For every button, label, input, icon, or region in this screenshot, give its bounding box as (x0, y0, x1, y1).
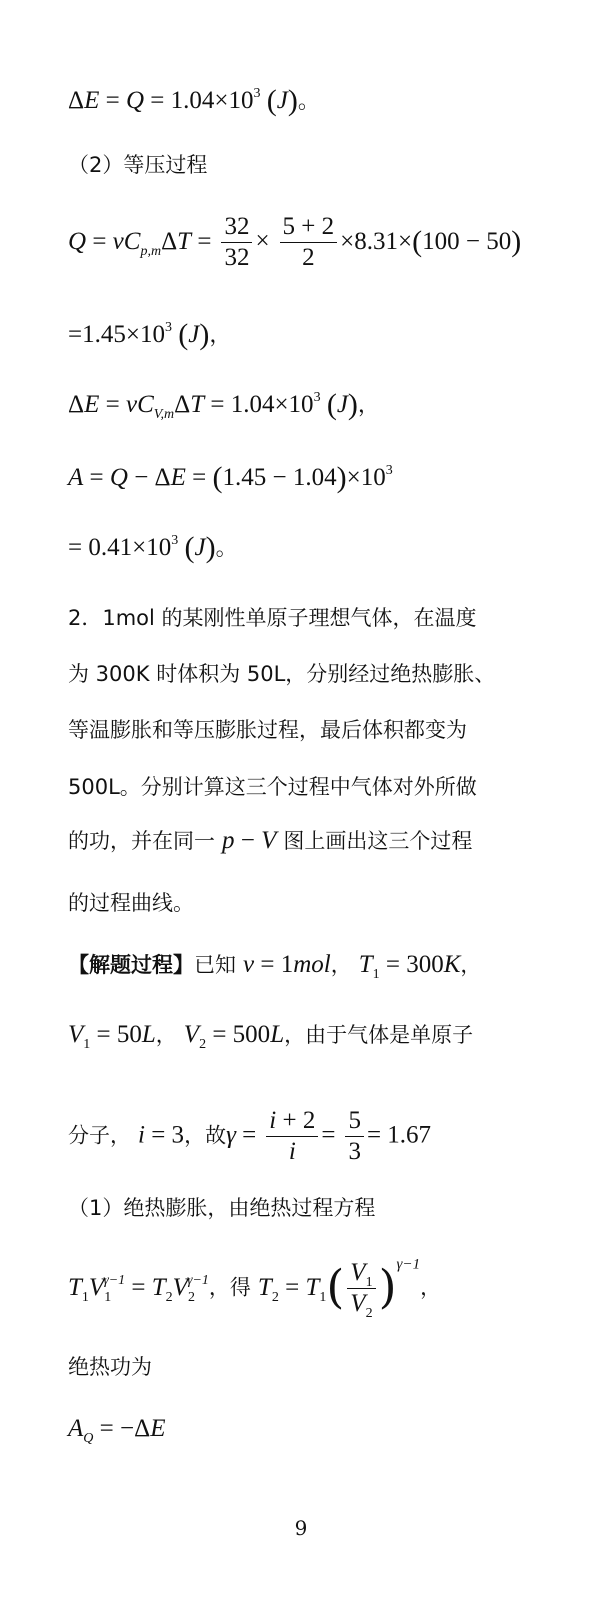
problem2-line-4: 500L。分别计算这三个过程中气体对外所做 (68, 775, 477, 799)
adiabatic-heading: （1）绝热膨胀，由绝热过程方程 (68, 1196, 376, 1220)
page-number: 9 (294, 1516, 308, 1540)
eq-q-result: $=1.45\times 10^3$ (J)， (68, 318, 232, 351)
problem2-line-3: 等温膨胀和等压膨胀过程，最后体积都变为 (68, 718, 467, 742)
fraction-32-32: $\frac{32}{32}$ (221, 212, 252, 273)
eq-adiabatic-work: $A_Q = -\Delta E$ (68, 1415, 166, 1446)
fraction-v1-over-v2: $\frac{V_1}{V_2}$ (347, 1258, 375, 1319)
eq-q-isobaric: $Q = \nu C_{p,m}\Delta T$ = $\frac{32}{32}$ × $\frac{5 + 2}{2}$ ×8.31×(100 − 50) (68, 213, 522, 271)
fraction-5-over-3: $\frac{5}{3}$ (345, 1106, 364, 1167)
fraction-i-plus-2-over-i: $\frac{i + 2}{i}$ (266, 1106, 318, 1167)
eq-adiabatic-process: $T_1V_1^{\gamma-1} = T_2V_2^{\gamma-1}$，得 $T_2 = T_1$( $\frac{V_1}{V_2}$ )$^{\gamma-1}$， (68, 1256, 442, 1321)
problem2-line-5: 的功，并在同一 p − V 图上画出这三个过程 (68, 827, 473, 854)
eq-delta-e-q: $\Delta E = Q = 1.04\times 10^3$ (J)。 (68, 84, 320, 117)
eq-work-result: = $0.41\times 10^3$ (J)。 (68, 531, 238, 564)
adiabatic-work-label: 绝热功为 (68, 1355, 152, 1379)
eq-delta-e-isobaric: $\Delta E = \nu C_{V,m}\Delta T = 1.04\times 10^3$ (J)， (68, 388, 380, 422)
solution-known-line: 【解题过程】已知 ν = 1mol， $T_1 = 300K$， (68, 951, 482, 982)
problem2-line-1: 2．1mol 的某刚性单原子理想气体，在温度 (68, 606, 477, 630)
fraction-5-plus-2-over-2: $\frac{5 + 2}{2}$ (280, 212, 338, 273)
solution-volume-line: $V_1 = 50L$， $V_2 = 500L$，由于气体是单原子 (68, 1021, 474, 1052)
solution-gamma-line: 分子， i = 3，故γ = $\frac{i + 2}{i}$ = $\frac{5}{3}$ = 1.67 (68, 1107, 432, 1165)
problem2-line-2: 为 300K 时体积为 50L，分别经过绝热膨胀、 (68, 662, 496, 686)
solution-label: 【解题过程】 (68, 953, 194, 977)
eq-work-isobaric: $A = Q - \Delta E = (1.45 - 1.04)\times 10^3$ (68, 461, 393, 494)
isobaric-heading: （2）等压过程 (68, 153, 208, 177)
problem2-line-6: 的过程曲线。 (68, 891, 194, 915)
